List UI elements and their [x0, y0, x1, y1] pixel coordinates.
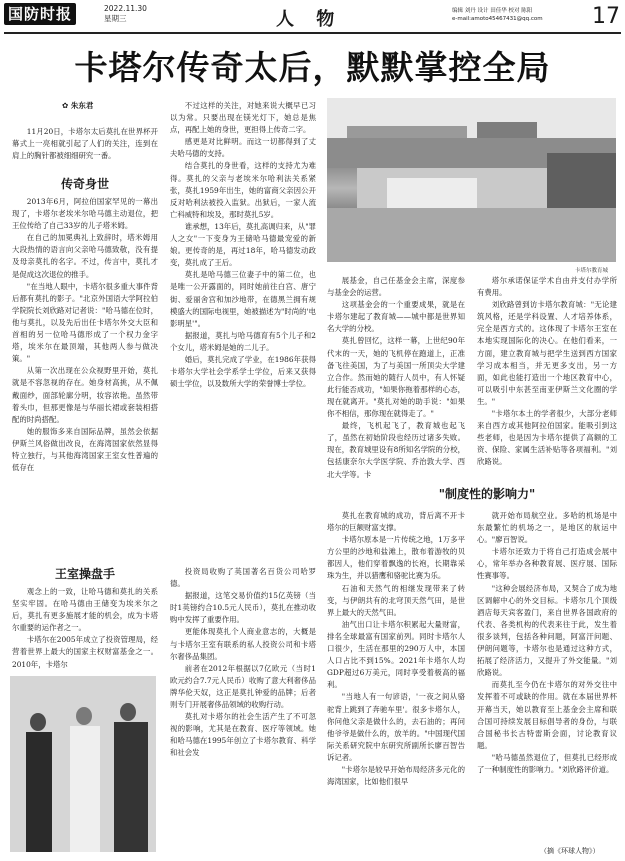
paragraph: 展基金，自己任基金会主席，深度参与基金会的运营。 [327, 276, 465, 298]
paragraph: 感更是对比鲜明。而这一切都得到了丈夫哈马德的支持。 [170, 137, 316, 159]
paragraph: 观念上的一致，让哈马德和莫扎的关系坚实牢固。在哈马德由王储变为埃米尔之后，莫扎有更多施展才能的机会，成为卡塔尔重要的运作者之一。 [12, 587, 158, 633]
paragraph: 2013年6月，阿拉伯国家罕见的一幕出现了，卡塔尔老埃米尔哈马德主动退位，把王位传给了自己33岁的儿子塔米姆。 [12, 197, 158, 231]
column-2-top [170, 100, 316, 390]
paragraph: "在当地人眼中，卡塔尔很多重大事件背后都有莫扎的影子。"北京外国语大学阿拉伯学院院长刘欣路对记者说："哈马德在位时，他与莫扎，以及先后出任卡塔尔外交大臣和首相的另一位哈马德形成了一个权力金字塔，埃米尔在最顶端，其他两人参与做决策。" [12, 281, 158, 364]
paragraph: 就开始布局航空业。多哈的机场是中东最繁忙的机场之一，是地区的航运中心。"廖百智说。 [477, 511, 617, 545]
paragraph: 据报道，这笔交易价值约15亿英镑（当时1英镑约合10.5元人民币），莫扎在推动收购中发挥了重要作用。 [170, 591, 316, 625]
column-3-bottom [327, 510, 465, 788]
header-rule [4, 32, 621, 34]
column-3-top [327, 275, 465, 481]
paragraph: 结合莫扎的身世看，这样的支持尤为难得。莫扎的父亲与老埃米尔哈利法关系紧张，莫扎1959年出生，她的富商父亲因公开反对哈利法被投入监狱。出狱后，一家人流亡科威特和埃及，那时莫扎5岁。 [170, 161, 316, 219]
royal-family-photo [10, 676, 156, 852]
issue-date-block [104, 4, 147, 24]
newspaper-logo: 国防时报 [4, 3, 76, 25]
paragraph: 莫扎曾回忆，这样一幕，上世纪90年代末的一天，她的飞机停在跑道上，正准备飞往美国，为了与美国一所顶尖大学建立合作。然而她的随行人员中，有人怀疑此行能否成功，"如果你拖着那样的心态，现在就离开。"莫扎对她的助手说："如果你不相信，那你现在就得走了。" [327, 336, 465, 419]
section-title: 人 物 [276, 9, 343, 30]
paragraph: 莫扎是哈马德三位妻子中的第二位，也是唯一公开露面的，同时她前往白宫、唐宁街、爱丽舍宫和加沙地带，在德黑兰拥有规模盛大的国际电视里，她被描述为"时尚的'电影明星'"。 [170, 270, 316, 328]
education-city-photo [327, 98, 616, 262]
editor-names: 编辑 刘丹 设计 田佳华 校对 陈阳 [452, 8, 533, 14]
subheading-influence: "制度性的影响力" [438, 487, 536, 501]
column-1-top [12, 196, 158, 474]
page-header [0, 0, 625, 34]
intro-paragraph: 11月20日，卡塔尔太后莫扎在世界杯开幕式上一亮相就引起了人们的关注，连到在肩上的胸针都被细细研究一番。 [12, 127, 158, 161]
paragraph: 石油和天然气的相继发现带来了转变，与伊朗共有的北穹顶天然气田，是世界上最大的天然气田。 [327, 583, 465, 617]
column-4-bottom [477, 510, 617, 776]
paragraph: 最终，飞机起飞了，教育城也起飞了，虽然在初始阶段也经历过诸多失败。现在，教育城里设有8所知名学院的分校，包括康奈尔大学医学院、乔治敦大学、西北大学等。卡 [327, 421, 465, 479]
paragraph: "这种会展经济布局，又契合了成为地区调解中心的外交目标。卡塔尔几个顶级酒店每天宾客盈门，来自世界各国政府的代表、各类机构的代表来往于此，发生着很多谈判，包括各种问题，阿富汗问题、伊朗问题等，卡塔尔也是通过这种方式，拓展了经济活力，又提升了外交能量。"刘欣路说。 [477, 583, 617, 678]
paragraph: 而莫扎至今仍在卡塔尔的对外交往中发挥着不可或缺的作用。就在本届世界杯开幕当天，她以教育至上基金会主席和联合国可持续发展目标倡导者的身份，与联合国秘书长古特雷斯会面，讨论教育议题。 [477, 680, 617, 750]
paragraph: 更能体现莫扎个人商业意志的，大概是与卡塔尔王室有联系的私人投资公司和卡塔尔奢侈品集团。 [170, 627, 316, 661]
issue-weekday: 星期三 [104, 14, 127, 23]
paragraph: 莫扎对卡塔尔的社会生活产生了不可忽视的影响，尤其是在教育、医疗等领域。她和哈马德在1995年创立了卡塔尔教育、科学和社会发 [170, 712, 316, 758]
people-image [10, 676, 156, 852]
column-1-bottom [12, 586, 158, 671]
paragraph: 在自己的加冕典礼上致辞时，塔米姆用大段热情的语言向父亲哈马德致敬，没有提及母亲莫扎的名字。不过，传言中，莫扎才是促成这次退位的推手。 [12, 233, 158, 279]
paragraph: 投资局收购了英国著名百货公司哈罗德。 [170, 567, 316, 589]
source-note: （摘《环球人物》） [540, 847, 600, 855]
subheading-origin: 传奇身世 [60, 177, 109, 191]
author-byline: ✿ 朱东君 [62, 101, 94, 110]
editor-email: e-mail:amoto45467431@qq.com [452, 16, 543, 22]
paragraph: 前者在2012年根据以7亿欧元（当时1欧元约合7.7元人民币）收购了意大利奢侈品牌华伦天奴，这正是莫扎钟爱的品牌；后者则专门开展奢侈品领域的收购行动。 [170, 663, 316, 710]
column-4-top [477, 275, 617, 469]
paragraph: 油气出口让卡塔尔积累起大量财富，排名全球最富有国家前列。同时卡塔尔人口很少，生活在那里的290万人中，本国人口占比不到15%。2021年卡塔尔人均GDP超过6万美元，同时享受着极高的福利。 [327, 619, 465, 690]
paragraph: "哈马德虽然退位了，但莫扎已经形成了一种制度性的影响力。"刘欣路评价道。 [477, 752, 617, 774]
building-photo-caption: 卡塔尔教育城 [575, 268, 609, 274]
paragraph: 她的服饰多来自国际品牌，虽然会依据伊斯兰风俗做出改良，在海湾国家依然显得特立独行，与其他海湾国家王室女性普遍的低存在 [12, 426, 158, 473]
editor-credits [452, 7, 543, 23]
issue-date: 2022.11.30 [104, 4, 147, 13]
paragraph: 从第一次出现在公众视野里开始，莫扎就是不容忽视的存在。她身材高挑，从不佩戴面纱，面部轮廓分明，妆容浓艳。虽然带着头巾，但那更像是与华丽长裙或套装相搭配的时尚搭配。 [12, 366, 158, 424]
column-2-bottom [170, 566, 316, 760]
page-number: 17 [592, 4, 620, 29]
paragraph: 据报道，莫扎与哈马德育有5个儿子和2个女儿，塔米姆是她的二儿子。 [170, 330, 316, 352]
paragraph: "当地人有一句谚语，'一夜之间从骆驼背上跳到了奔驰车里'。很多卡塔尔人，你问他父亲是做什么的，去石油的；再问他爷爷是做什么的，放羊的。"中国现代国际关系研究院中东研究所副所长廖百智告诉记者。 [327, 692, 465, 762]
paragraph: 不过这样的关注，对她来说大概早已习以为常。只要出现在镁光灯下，她总是焦点，再配上她的身世，更担得上传奇二字。 [170, 101, 316, 135]
paragraph: 卡塔尔原本是一片传统之地，1万多平方公里的沙地和盐滩上，散布着游牧的贝都因人，他们穿着飘逸的长袍，长期靠采珠为生，并以猎鹰和骆驼比赛为乐。 [327, 535, 465, 581]
paragraph: 婚后，莫扎完成了学业，在1986年获得卡塔尔大学社会学系学士学位，后来又获得硕士学位，以及数所大学的荣誉博士学位。 [170, 354, 316, 389]
subheading-royal: 王室操盘手 [54, 567, 115, 581]
paragraph: 莫扎在教育城的成功，背后离不开卡塔尔的巨额财富支撑。 [327, 511, 465, 533]
paragraph: 塔尔承诺保证学术自由并支付办学所有费用。 [477, 276, 617, 298]
paragraph: "卡塔尔本土的学者很少，大部分老师来自西方或其他阿拉伯国家。能吸引到这些老师，也是因为卡塔尔提供了高额的工资、保险、家属生活补贴等各项福利。"刘欣路说。 [477, 409, 617, 467]
paragraph: 卡塔尔在2005年成立了投资管理局，经营着世界上最大的国家主权财富基金之一。2010年，卡塔尔 [12, 635, 158, 669]
paragraph: 这项基金会的一个重要成果，就是在卡塔尔建起了教育城——城中都是世界知名大学的分校。 [327, 300, 465, 334]
paragraph: 谁承想，13年后，莫扎高调归来，从"罪人之女"一下变身为王储哈马德最宠爱的新娘。更传奇的是，再过18年，哈马德发动政变，莫扎成了王后。 [170, 221, 316, 268]
paragraph: 卡塔尔还致力于将自己打造成会展中心，常年举办各种教育展、医疗展、国际性赛事等。 [477, 547, 617, 581]
building-image [327, 98, 616, 262]
paragraph: 刘欣路曾到访卡塔尔教育城："无论建筑风格，还是学科设置、人才培养体系，完全是西方式的。这体现了卡塔尔王室在本地实现国际化的决心。在他们看来，一方面，建立教育城与把学生送到西方国家学习成本相当，并无更多支出，另一方面，如此也能打造出一个地区教育中心，可以吸引中东甚至南亚伊斯兰文化圈的学生。" [477, 300, 617, 406]
paragraph: "卡塔尔是较早开始布局经济多元化的海湾国家，比如他们很早 [327, 764, 465, 787]
article-headline: 卡塔尔传奇太后，默默掌控全局 [74, 48, 551, 87]
